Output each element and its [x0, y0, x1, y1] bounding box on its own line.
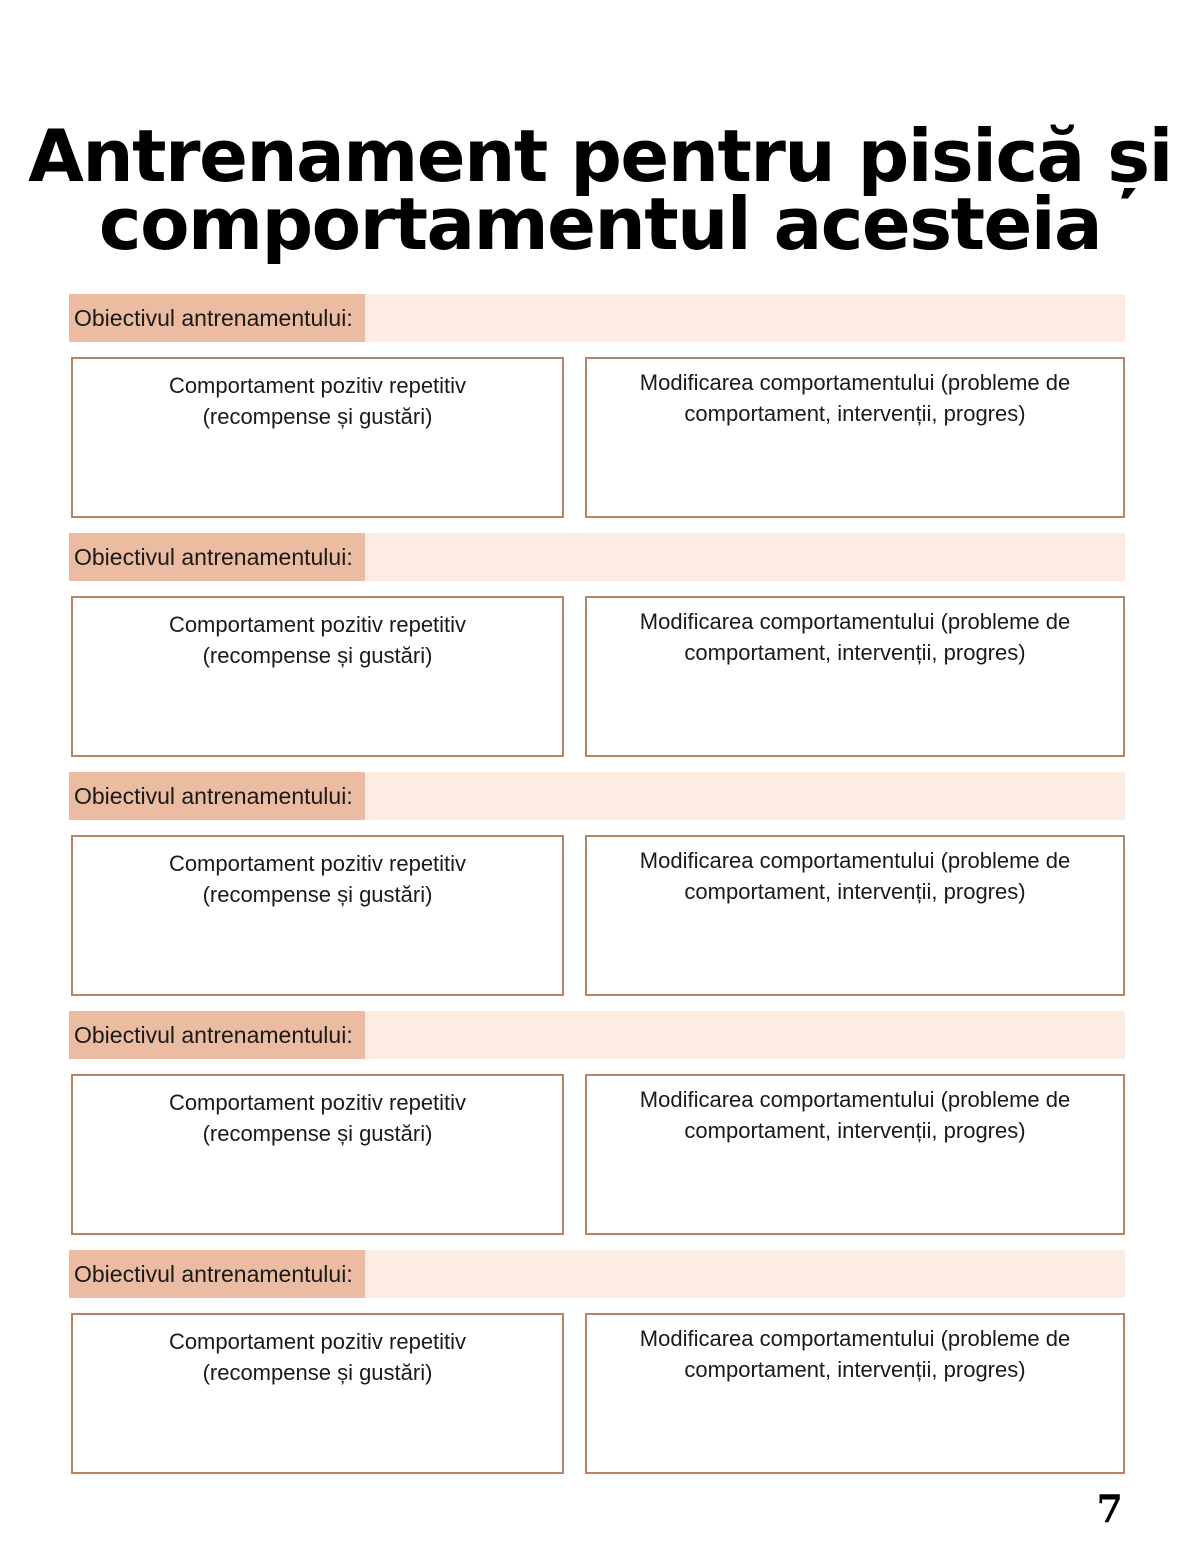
positive-behavior-subheading: (recompense și gustări) — [202, 882, 433, 907]
behavior-modification-box[interactable] — [585, 357, 1125, 518]
training-section-5 — [69, 1250, 1125, 1474]
positive-behavior-heading: Comportament pozitiv repetitiv — [168, 612, 467, 637]
behavior-modification-heading: Modificarea comportamentului (probleme de — [639, 848, 1071, 873]
page-number: 7 — [1096, 1486, 1123, 1531]
positive-behavior-box[interactable] — [71, 1074, 564, 1235]
behavior-modification-subheading: comportament, intervenții, progres) — [684, 640, 1026, 665]
positive-behavior-heading: Comportament pozitiv repetitiv — [168, 1090, 467, 1115]
goal-label: Obiectivul antrenamentului: — [69, 294, 365, 342]
positive-behavior-heading: Comportament pozitiv repetitiv — [168, 1329, 467, 1354]
goal-label: Obiectivul antrenamentului: — [69, 533, 365, 581]
training-section-3 — [69, 772, 1125, 996]
positive-behavior-subheading: (recompense și gustări) — [202, 404, 433, 429]
page-title — [0, 114, 1200, 266]
behavior-modification-subheading: comportament, intervenții, progres) — [684, 401, 1026, 426]
positive-behavior-box[interactable] — [71, 1313, 564, 1474]
behavior-modification-box[interactable] — [585, 1074, 1125, 1235]
behavior-modification-heading: Modificarea comportamentului (probleme de — [639, 1087, 1071, 1112]
behavior-modification-box[interactable] — [585, 1313, 1125, 1474]
positive-behavior-subheading: (recompense și gustări) — [202, 643, 433, 668]
training-section-4 — [69, 1011, 1125, 1235]
behavior-modification-box[interactable] — [585, 835, 1125, 996]
training-section-2 — [69, 533, 1125, 757]
title-line-1: Antrenament pentru pisică și — [28, 114, 1172, 198]
title-line-2: comportamentul acesteia — [98, 182, 1102, 266]
behavior-modification-subheading: comportament, intervenții, progres) — [684, 1357, 1026, 1382]
behavior-modification-heading: Modificarea comportamentului (probleme de — [639, 1326, 1071, 1351]
positive-behavior-box[interactable] — [71, 596, 564, 757]
behavior-modification-heading: Modificarea comportamentului (probleme de — [639, 370, 1071, 395]
positive-behavior-heading: Comportament pozitiv repetitiv — [168, 373, 467, 398]
training-section-1 — [69, 294, 1125, 518]
goal-label: Obiectivul antrenamentului: — [69, 772, 365, 820]
positive-behavior-heading: Comportament pozitiv repetitiv — [168, 851, 467, 876]
behavior-modification-heading: Modificarea comportamentului (probleme de — [639, 609, 1071, 634]
positive-behavior-subheading: (recompense și gustări) — [202, 1121, 433, 1146]
goal-label: Obiectivul antrenamentului: — [69, 1250, 365, 1298]
positive-behavior-subheading: (recompense și gustări) — [202, 1360, 433, 1385]
goal-label: Obiectivul antrenamentului: — [69, 1011, 365, 1059]
behavior-modification-subheading: comportament, intervenții, progres) — [684, 1118, 1026, 1143]
positive-behavior-box[interactable] — [71, 357, 564, 518]
behavior-modification-box[interactable] — [585, 596, 1125, 757]
positive-behavior-box[interactable] — [71, 835, 564, 996]
behavior-modification-subheading: comportament, intervenții, progres) — [684, 879, 1026, 904]
